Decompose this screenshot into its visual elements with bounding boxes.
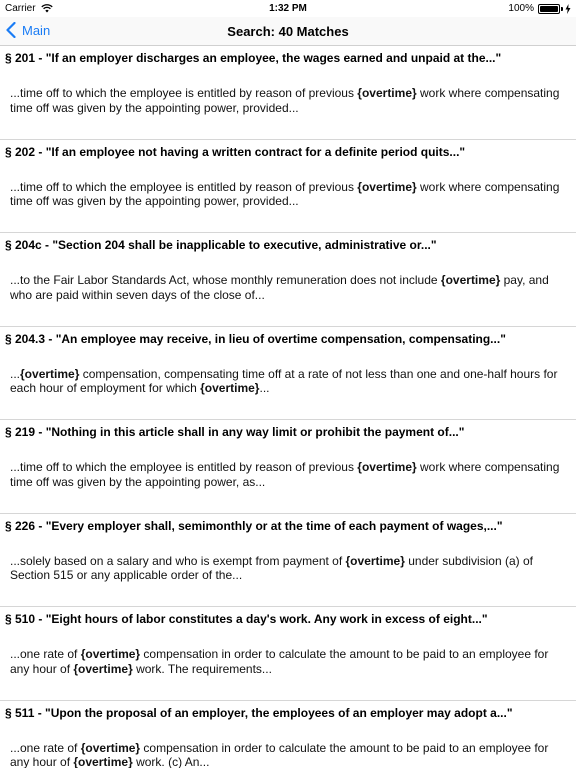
snippet-text: work. The requirements... [132, 661, 272, 676]
snippet-text: ...solely based on a salary and who is exempt from payment of [10, 553, 346, 568]
result-snippet [10, 554, 562, 583]
result-snippet [10, 647, 562, 676]
search-term-highlight: {overtime} [357, 460, 417, 474]
result-snippet [10, 460, 562, 489]
search-term-highlight: {overtime} [200, 381, 260, 395]
result-snippet [10, 367, 562, 396]
battery-icon [538, 4, 560, 14]
snippet-text: work. (c) An... [132, 755, 210, 768]
battery-level [540, 6, 558, 12]
list-item[interactable] [0, 46, 576, 140]
search-term-highlight: {overtime} [345, 553, 405, 568]
carrier-label: Carrier [5, 3, 36, 14]
search-term-highlight: {overtime} [357, 86, 417, 100]
snippet-text: pay, and who are paid within seven days of the close of... [10, 273, 549, 302]
charging-bolt-icon [565, 4, 571, 14]
snippet-text: ...to the Fair Labor Standards Act, whose monthly remuneration does not include [10, 273, 441, 287]
snippet-text: ...one rate of [10, 740, 81, 755]
page-title: Search: 40 Matches [227, 24, 349, 39]
search-term-highlight: {overtime} [80, 647, 141, 661]
results-list [0, 46, 576, 768]
snippet-text: ...time off to which the employee is entitled by reason of previous [10, 86, 358, 100]
result-title: § 219 - "Nothing in this article shall in any way limit or prohibit the payment of..." [5, 425, 465, 439]
snippet-text: ... [259, 381, 270, 395]
search-term-highlight: {overtime} [73, 661, 133, 676]
result-title: § 226 - "Every employer shall, semimonthly or at the time of each payment of wages,..." [5, 518, 503, 533]
snippet-text: compensation in order to calculate the amount to be paid to an employee for any hour of [10, 740, 549, 768]
list-item[interactable] [0, 233, 576, 327]
status-bar [0, 0, 576, 17]
navigation-bar [0, 17, 576, 46]
snippet-text: work where compensating time off was given by the appointing power, provided... [10, 179, 560, 208]
list-item[interactable] [0, 701, 576, 768]
snippet-text: ... [10, 366, 21, 381]
snippet-text: ...time off to which the employee is entitled by reason of previous [10, 179, 358, 194]
snippet-text: under subdivision (a) of Section 515 or any applicable order of the... [10, 553, 533, 582]
result-title: § 204c - "Section 204 shall be inapplicable to executive, administrative or..." [5, 238, 437, 252]
search-term-highlight: {overtime} [357, 179, 417, 194]
list-item[interactable] [0, 140, 576, 234]
search-term-highlight: {overtime} [73, 755, 133, 768]
list-item[interactable] [0, 607, 576, 701]
status-time: 1:32 PM [269, 3, 307, 14]
search-term-highlight: {overtime} [20, 366, 80, 381]
list-item[interactable] [0, 327, 576, 421]
result-snippet [10, 180, 562, 209]
search-term-highlight: {overtime} [440, 273, 501, 287]
list-item[interactable] [0, 420, 576, 514]
result-title: § 202 - "If an employee not having a written contract for a definite period quits..." [5, 144, 466, 159]
list-item[interactable] [0, 514, 576, 608]
snippet-text: ...time off to which the employee is entitled by reason of previous [10, 460, 358, 474]
result-snippet [10, 86, 562, 115]
back-button-label: Main [22, 22, 51, 38]
snippet-text: ...one rate of [10, 647, 81, 661]
snippet-text: work where compensating time off was given by the appointing power, as... [10, 460, 560, 489]
search-term-highlight: {overtime} [80, 740, 141, 755]
battery-percent: 100% [508, 3, 534, 14]
result-title: § 510 - "Eight hours of labor constitutes a day's work. Any work in excess of eight..." [5, 612, 488, 626]
status-right [508, 3, 571, 14]
snippet-text: compensation in order to calculate the amount to be paid to an employee for any hour of [10, 647, 549, 676]
result-title: § 511 - "Upon the proposal of an employer, the employees of an employer may adopt a..." [5, 705, 513, 720]
battery-cap [561, 7, 563, 11]
result-snippet [10, 741, 562, 768]
result-snippet [10, 273, 562, 302]
snippet-text: work where compensating time off was given by the appointing power, provided... [10, 86, 560, 115]
result-title: § 201 - "If an employer discharges an employee, the wages earned and unpaid at the..." [5, 51, 502, 65]
snippet-text: compensation, compensating time off at a rate of not less than one and one-half hours for each hour of employment for which [10, 366, 558, 395]
result-title: § 204.3 - "An employee may receive, in lieu of overtime compensation, compensating..." [5, 331, 506, 346]
